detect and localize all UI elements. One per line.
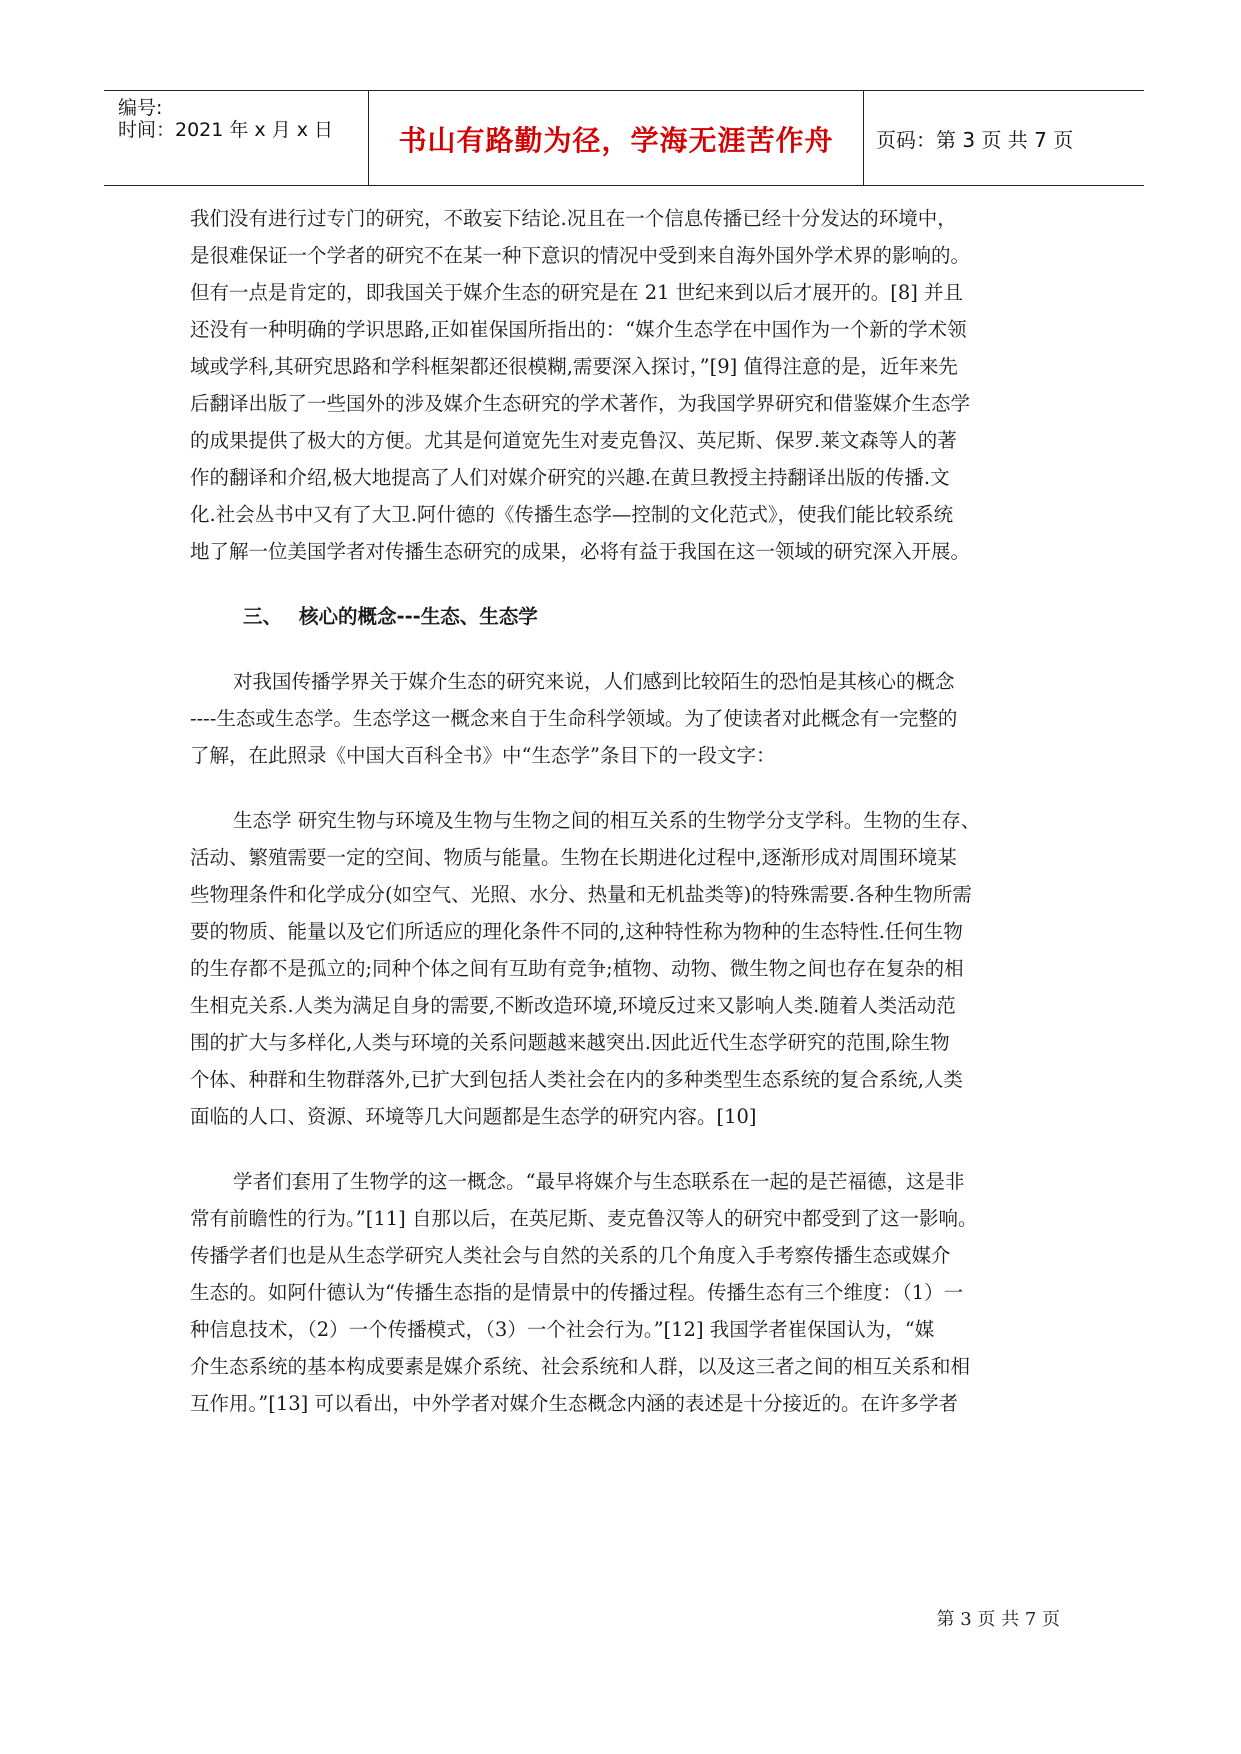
text-line: 面临的人口、资源、环境等几大问题都是生态学的研究内容。[10] <box>190 1105 757 1128</box>
header-page-cell <box>864 91 1144 185</box>
text-line: 常有前瞻性的行为。”[11] 自那以后，在英尼斯、麦克鲁汉等人的研究中都受到了这一影响。 <box>190 1207 978 1230</box>
section-title: 核心的概念---生态、生态学 <box>299 605 538 628</box>
paragraph-scholars <box>190 1163 1060 1422</box>
text-line: 要的物质、能量以及它们所适应的理化条件不同的,这种特性称为物种的生态特性.任何生物 <box>190 920 963 943</box>
document-number-label: 编号: <box>118 97 163 119</box>
paragraph-research-status <box>190 200 1060 570</box>
text-line: 但有一点是肯定的，即我国关于媒介生态的研究是在 21 世纪来到以后才展开的。[8] 并且 <box>190 281 964 304</box>
text-line: 了解，在此照录《中国大百科全书》中“生态学”条目下的一段文字： <box>190 744 776 767</box>
text-line: 化.社会丛书中又有了大卫.阿什德的《传播生态学—控制的文化范式》，使我们能比较系统 <box>190 503 954 526</box>
text-line: 活动、繁殖需要一定的空间、物质与能量。生物在长期进化过程中,逐渐形成对周围环境某 <box>190 846 957 869</box>
text-line: 域或学科,其研究思路和学科框架都还很模糊,需要深入探讨，”[9] 值得注意的是，近年来先 <box>190 355 958 378</box>
text-line: 我们没有进行过专门的研究，不敢妄下结论.况且在一个信息传播已经十分发达的环境中， <box>190 207 957 230</box>
text-line: 的生存都不是孤立的;同种个体之间有互助有竞争;植物、动物、微生物之间也存在复杂的相 <box>190 957 964 980</box>
text-line: 学者们套用了生物学的这一概念。“最早将媒介与生态联系在一起的是芒福德，这是非 <box>233 1170 965 1193</box>
text-line: 后翻译出版了一些国外的涉及媒介生态研究的学术著作，为我国学界研究和借鉴媒介生态学 <box>190 392 971 415</box>
document-body <box>190 200 1060 1422</box>
page-header <box>104 90 1144 186</box>
text-line: 是很难保证一个学者的研究不在某一种下意识的情况中受到来自海外国外学术界的影响的。 <box>190 244 971 267</box>
section-number: 三、 <box>243 605 283 628</box>
text-line: 个体、种群和生物群落外,已扩大到包括人类社会在内的多种类型生态系统的复合系统,人类 <box>190 1068 963 1091</box>
text-line: 介生态系统的基本构成要素是媒介系统、社会系统和人群，以及这三者之间的相互关系和相 <box>190 1355 971 1378</box>
text-line: 传播学者们也是从生态学研究人类社会与自然的关系的几个角度入手考察传播生态或媒介 <box>190 1244 951 1267</box>
header-page-code: 页码：第 3 页 共 7 页 <box>876 128 1074 152</box>
paragraph-ecology-definition <box>190 802 1060 1135</box>
header-motto-cell <box>369 91 864 185</box>
paragraph-core-concept <box>190 663 1060 774</box>
page-footer: 第 3 页 共 7 页 <box>936 1609 1060 1630</box>
text-line: 还没有一种明确的学识思路,正如崔保国所指出的：“媒介生态学在中国作为一个新的学术领 <box>190 318 967 341</box>
text-line: 些物理条件和化学成分(如空气、光照、水分、热量和无机盐类等)的特殊需要.各种生物所需 <box>190 883 972 906</box>
text-line: 围的扩大与多样化,人类与环境的关系问题越来越突出.因此近代生态学研究的范围,除生物 <box>190 1031 950 1054</box>
text-line: 生态学 研究生物与环境及生物与生物之间的相互关系的生物学分支学科。生物的生存、 <box>233 809 981 832</box>
text-line: 互作用。”[13] 可以看出，中外学者对媒介生态概念内涵的表述是十分接近的。在许多学者 <box>190 1392 958 1415</box>
text-line: 种信息技术，（2）一个传播模式，（3）一个社会行为。”[12] 我国学者崔保国认为，“媒 <box>190 1318 935 1341</box>
text-line: 生态的。如阿什德认为“传播生态指的是情景中的传播过程。传播生态有三个维度：（1）一 <box>190 1281 964 1304</box>
text-line: 地了解一位美国学者对传播生态研究的成果，必将有益于我国在这一领域的研究深入开展。 <box>190 540 971 563</box>
header-motto: 书山有路勤为径，学海无涯苦作舟 <box>398 124 834 157</box>
text-line: 作的翻译和介绍,极大地提高了人们对媒介研究的兴趣.在黄旦教授主持翻译出版的传播.文 <box>190 466 950 489</box>
header-meta-cell <box>104 91 369 185</box>
text-line: 对我国传播学界关于媒介生态的研究来说，人们感到比较陌生的恐怕是其核心的概念 <box>233 670 955 693</box>
text-line: ----生态或生态学。生态学这一概念来自于生命科学领域。为了使读者对此概念有一完整的 <box>190 707 958 730</box>
document-date-label: 时间：2021 年 x 月 x 日 <box>118 119 334 141</box>
text-line: 生相克关系.人类为满足自身的需要,不断改造环境,环境反过来又影响人类.随着人类活动范 <box>190 994 956 1017</box>
section-heading <box>190 598 1060 635</box>
text-line: 的成果提供了极大的方便。尤其是何道宽先生对麦克鲁汉、英尼斯、保罗.莱文森等人的著 <box>190 429 957 452</box>
